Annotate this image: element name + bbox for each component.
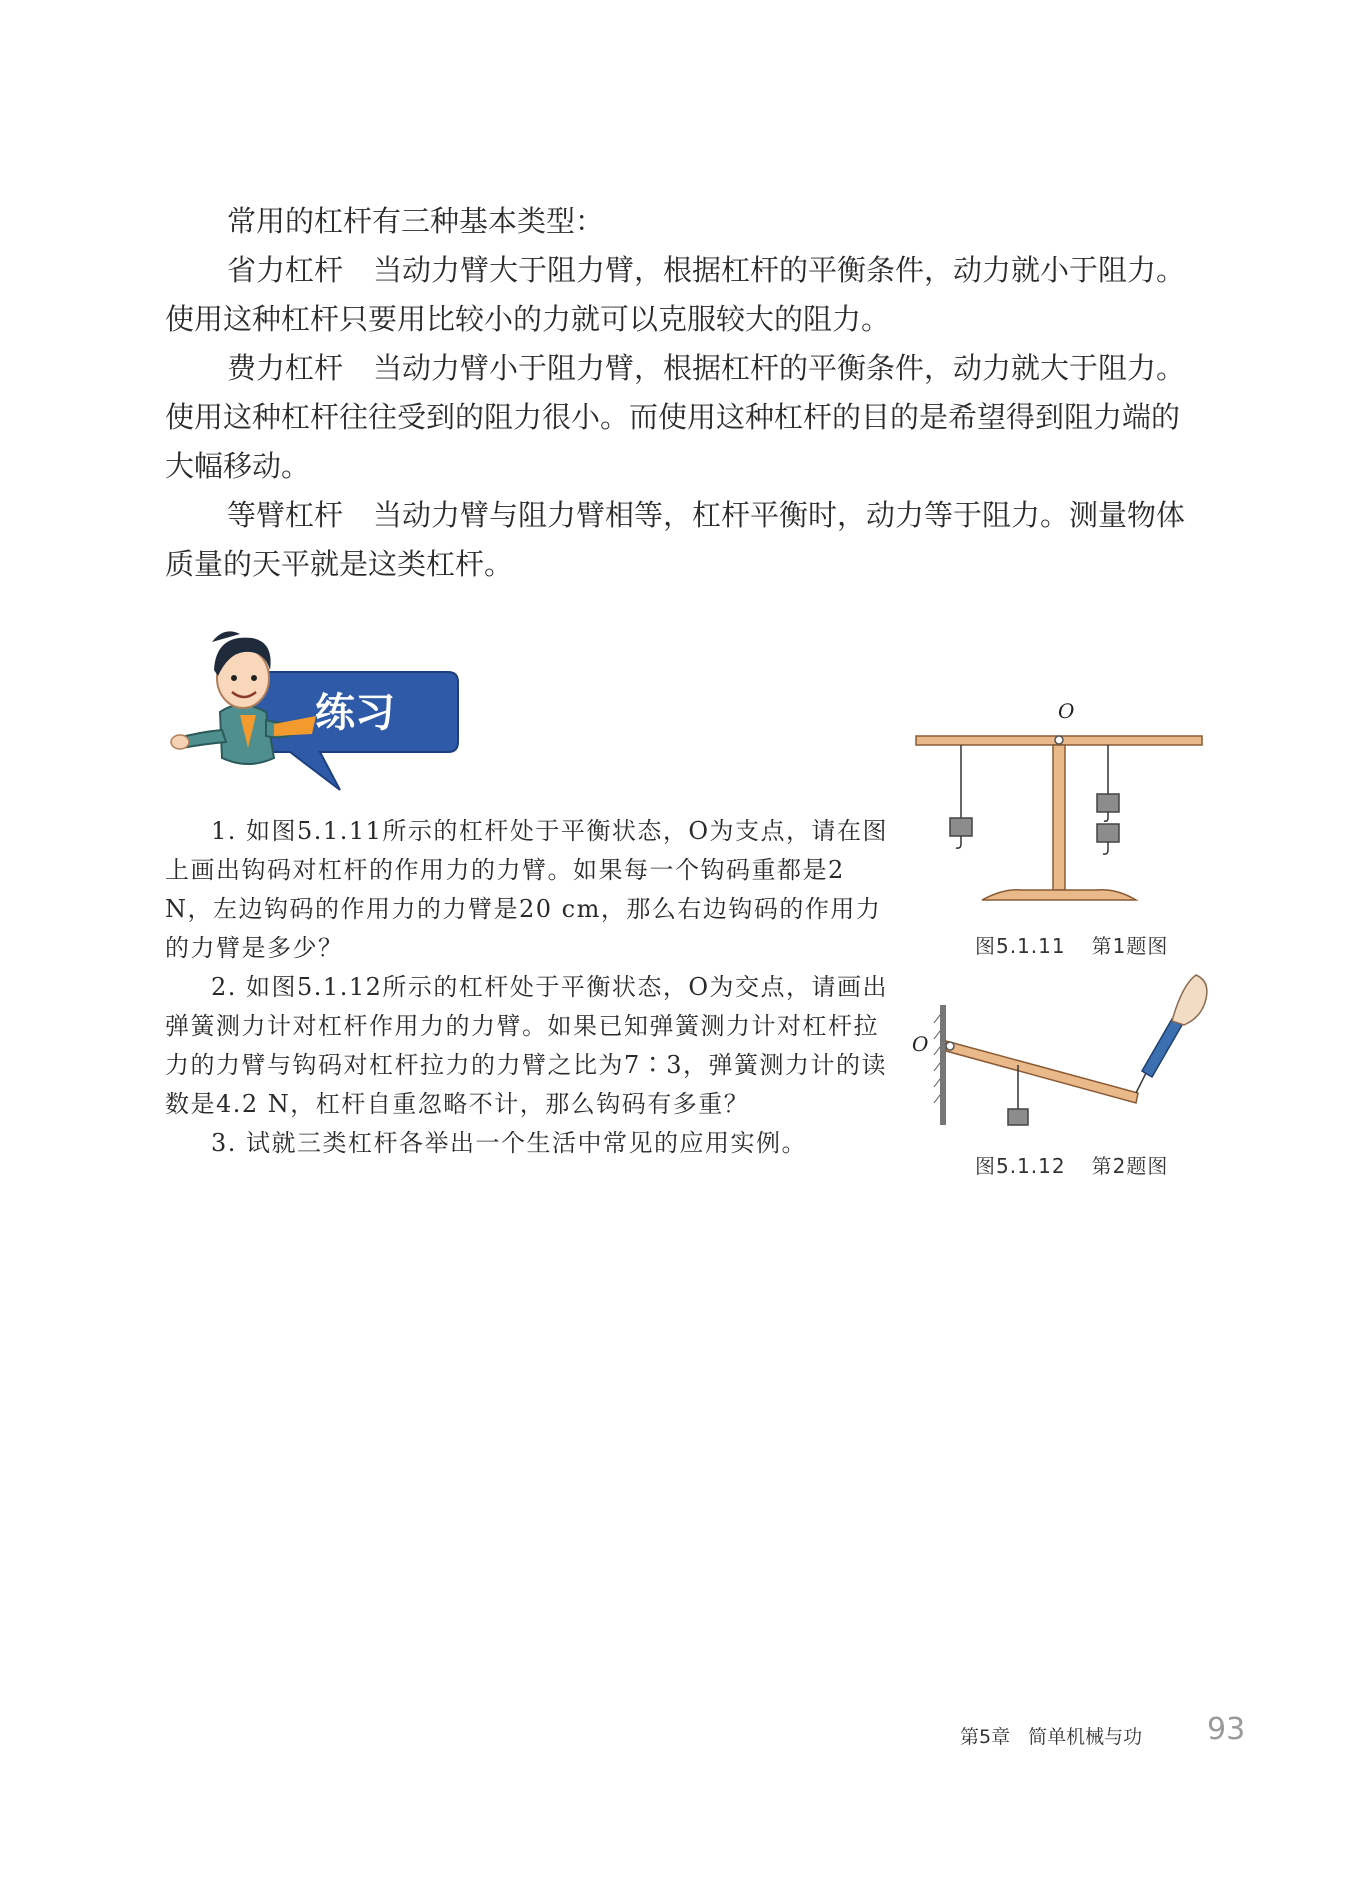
lever-term: 等臂杠杆 — [227, 498, 344, 532]
weight-right-icon — [1097, 745, 1119, 854]
page-footer — [960, 1722, 1142, 1749]
lever-paragraph-3 — [165, 491, 1205, 589]
lever-term: 费力杠杆 — [227, 351, 344, 385]
figure-lever-spring-scale — [910, 965, 1210, 1135]
caption-number: 图5.1.11 — [975, 934, 1066, 958]
pivot-label: O — [1058, 700, 1075, 723]
figure-caption — [975, 930, 1168, 959]
exercise-item: 1. 如图5.1.11所示的杠杆处于平衡状态，O为支点，请在图上画出钩码对杠杆的作用力的力臂。如果每一个钩码重都是2 N，左边钩码的作用力的力臂是20 cm，那么右边钩码的作用力的力臂是多少？ — [165, 817, 889, 962]
exercise-item: 2. 如图5.1.12所示的杠杆处于平衡状态，O为交点，请画出弹簧测力计对杠杆作用力的力臂。如果已知弹簧测力计对杠杆拉力的力臂与钩码对杠杆拉力的力臂之比为7∶3，弹簧测力计的读数是4.2 N，杠杆自重忽略不计，那么钩码有多重？ — [165, 973, 889, 1118]
lever-paragraph-2 — [165, 344, 1205, 491]
caption-number: 图5.1.12 — [975, 1154, 1066, 1178]
wall — [940, 1005, 946, 1125]
chapter-title: 简单机械与功 — [1028, 1726, 1143, 1748]
exercise-banner — [170, 620, 460, 800]
body-text — [165, 197, 1205, 589]
figure-lever-balance — [912, 700, 1212, 912]
lever-base — [982, 890, 1136, 900]
exercise-label: 练习 — [315, 690, 395, 736]
chapter-number: 第5章 — [960, 1726, 1011, 1748]
spring-scale-icon — [1136, 975, 1207, 1093]
intro-paragraph: 常用的杠杆有三种基本类型： — [227, 204, 605, 238]
page-number: 93 — [1207, 1712, 1246, 1747]
pivot-label: O — [912, 1032, 929, 1056]
caption-title: 第2题图 — [1091, 1154, 1169, 1178]
lever-paragraph-1 — [165, 246, 1205, 344]
figure-caption — [975, 1150, 1168, 1179]
lever-term: 省力杠杆 — [227, 253, 344, 287]
weight-left-icon — [950, 745, 972, 848]
lever-description: 当动力臂大于阻力臂，根据杠杆的平衡条件，动力就小于阻力。使用这种杠杆只要用比较小的力就可以克服较大的阻力。 — [165, 253, 1186, 336]
exercise-list — [165, 812, 900, 1163]
lever-description: 当动力臂小于阻力臂，根据杠杆的平衡条件，动力就大于阻力。使用这种杠杆往往受到的阻力很小。而使用这种杠杆的目的是希望得到阻力端的大幅移动。 — [165, 351, 1186, 483]
lever-rod — [946, 1041, 1138, 1103]
caption-title: 第1题图 — [1091, 934, 1169, 958]
hand-icon — [1172, 975, 1207, 1025]
lever-stand — [1053, 745, 1065, 890]
weight-icon — [1008, 1065, 1028, 1125]
lever-description: 当动力臂与阻力臂相等，杠杆平衡时，动力等于阻力。测量物体质量的天平就是这类杠杆。 — [165, 498, 1186, 581]
exercise-item: 3. 试就三类杠杆各举出一个生活中常见的应用实例。 — [211, 1129, 808, 1157]
